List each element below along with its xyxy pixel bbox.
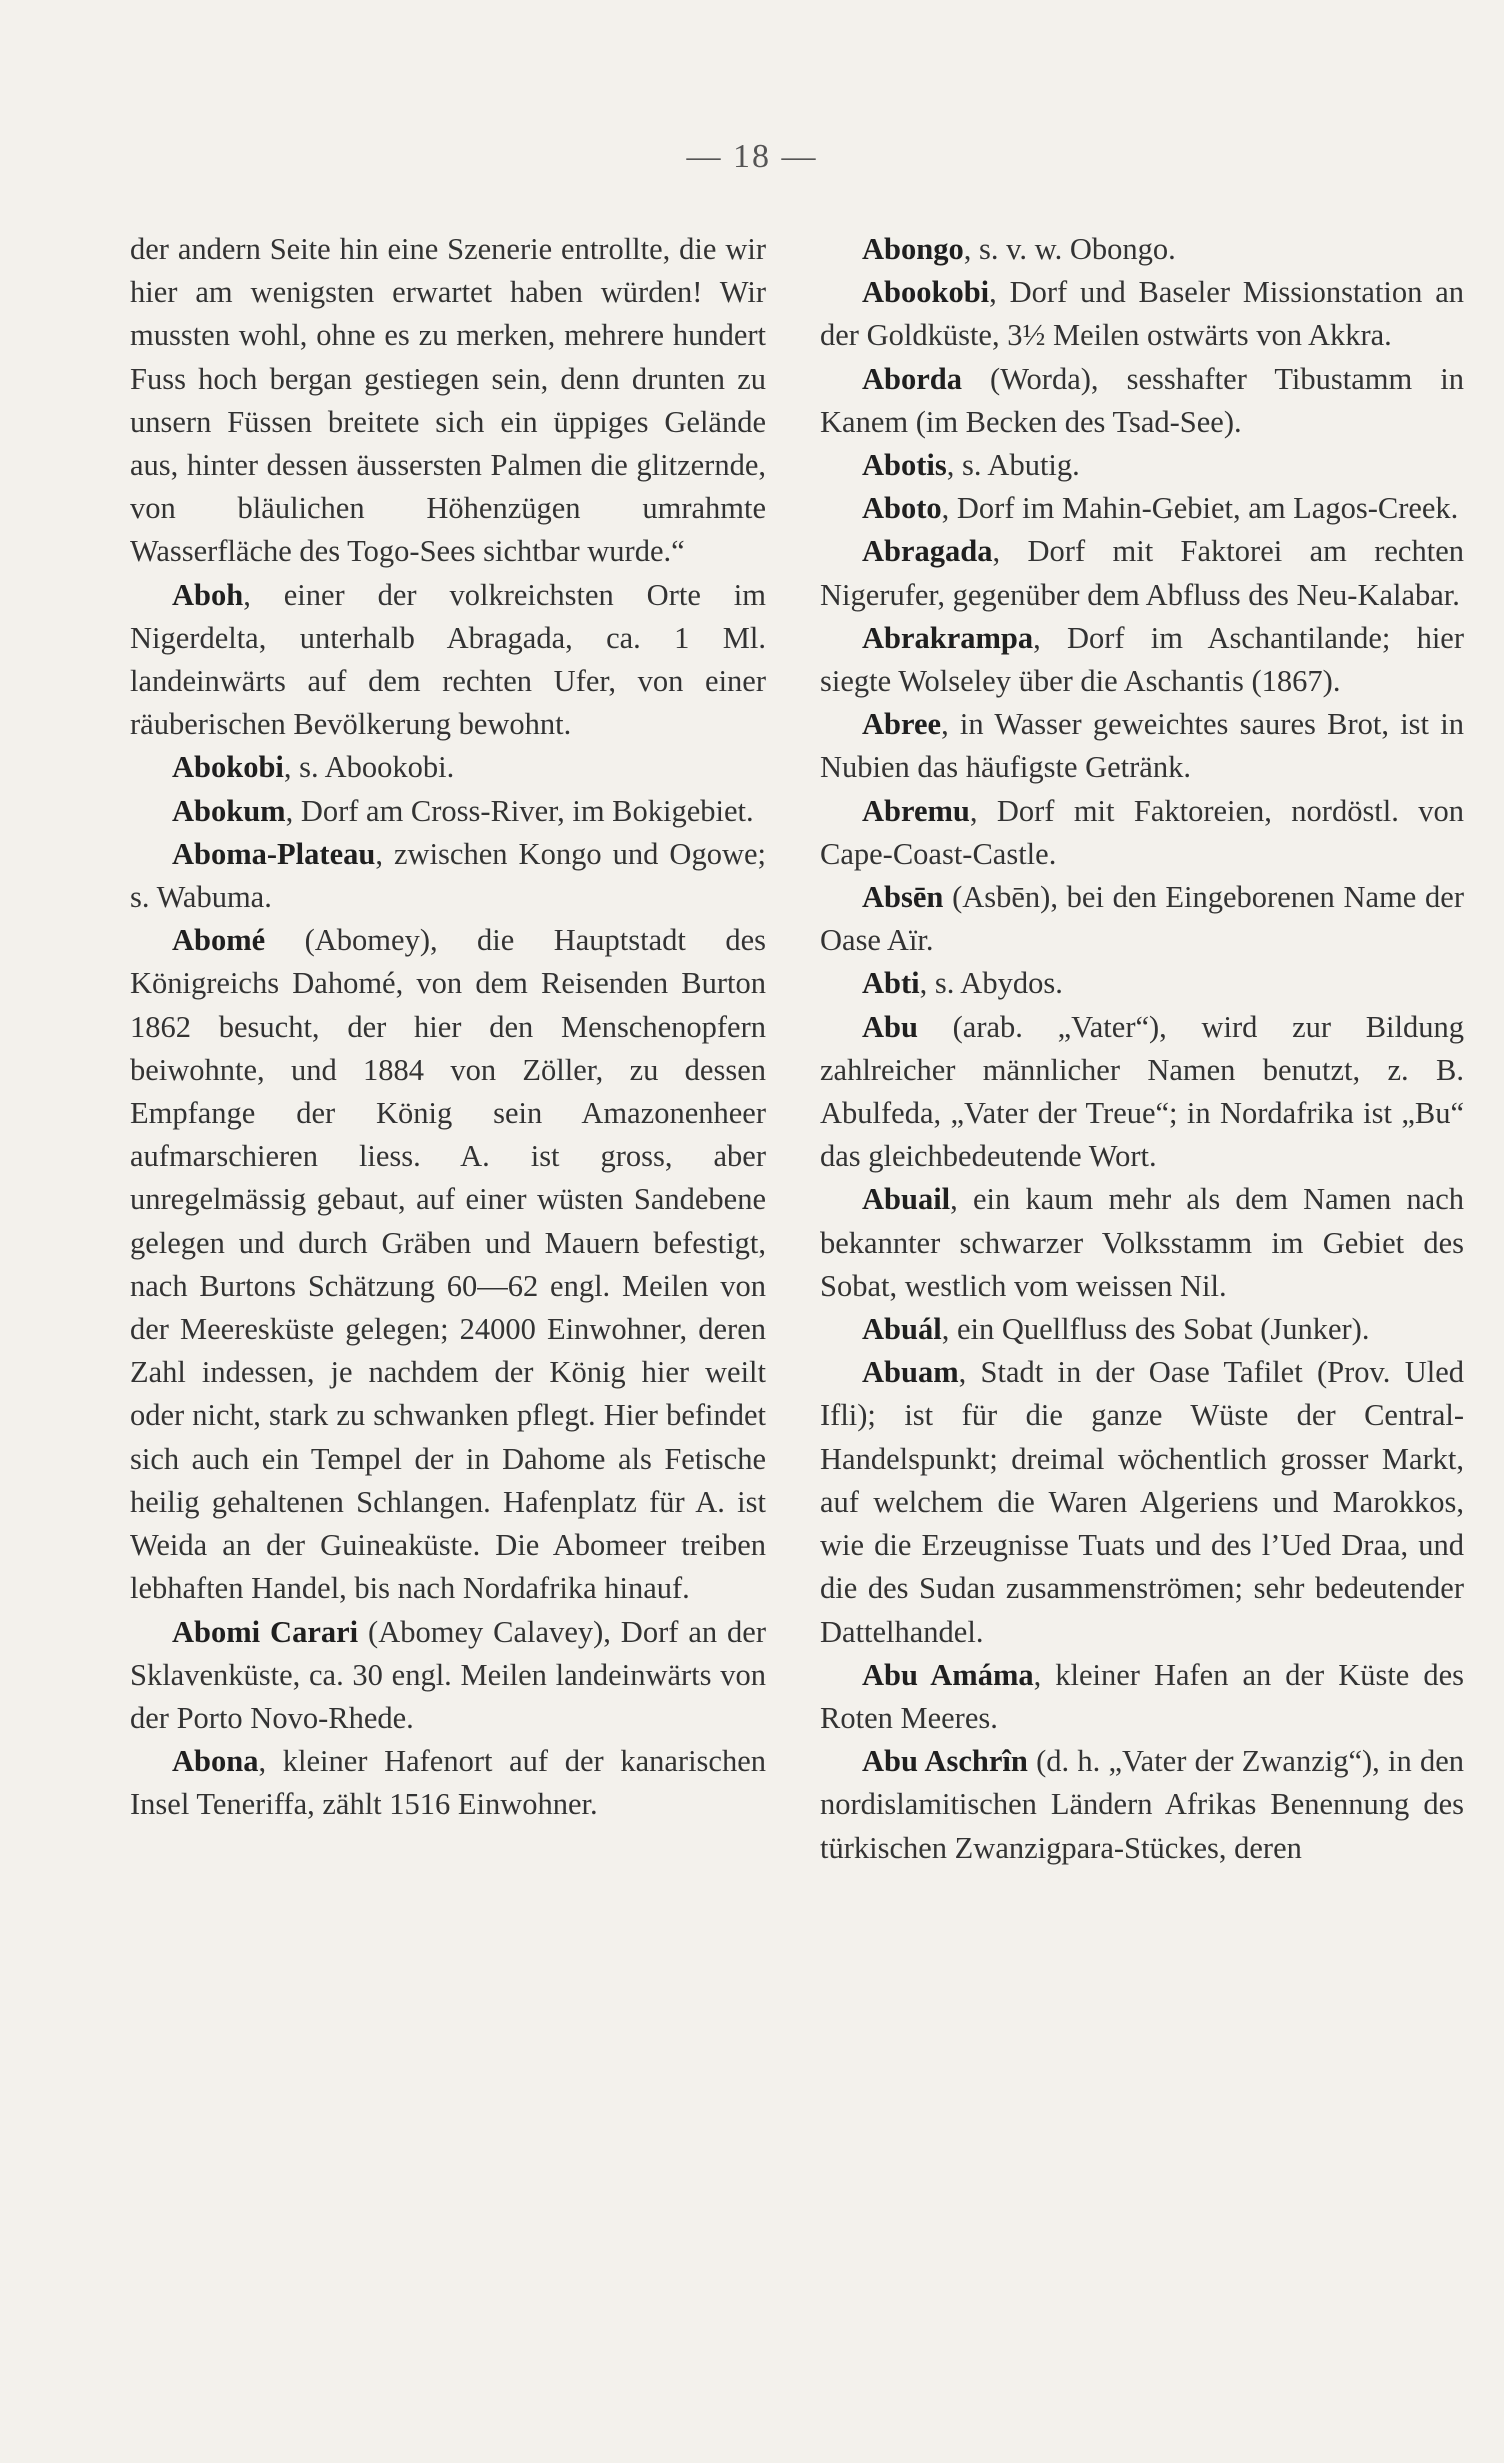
entry-text: , kleiner Hafen an der Küste des Roten Meeres. (820, 1657, 1465, 1735)
entry (820, 790, 1464, 876)
entry (130, 919, 766, 1610)
entry (820, 271, 1464, 357)
entry-text: , s. Abydos. (919, 966, 1063, 1001)
entry (820, 1740, 1464, 1870)
entry-headword: Abomé (172, 923, 266, 958)
right-column (820, 228, 1464, 1870)
entry (820, 228, 1464, 271)
entry-headword: Aboto (862, 491, 942, 526)
entry (820, 358, 1464, 444)
entry-headword: Abu Amáma (862, 1657, 1034, 1692)
entry (820, 1178, 1464, 1308)
entry (820, 1006, 1464, 1179)
entry-text: (Asbēn), bei den Eingeborenen Name der Oase Aïr. (820, 880, 1464, 958)
entry-headword: Abokobi (172, 750, 284, 785)
entry (820, 487, 1464, 530)
entry-text: (Worda), sesshafter Tibustamm in Kanem (im Becken des Tsad-See). (820, 361, 1464, 439)
entry-text: , Stadt in der Oase Tafilet (Prov. Uled Ifli); ist für die ganze Wüste der Central-Handelspunkt; dreimal wöchentlich grosser Markt, auf welchem die Waren Algeriens und Marokkos, wie die Erzeugnisse Tuats und des l’Ued Draa, und die des Sudan zusammenströmen; sehr bedeutender Dattelhandel. (820, 1355, 1464, 1649)
entry-headword: Absēn (862, 880, 944, 915)
entry-text: (d. h. „Vater der Zwanzig“), in den nordislamitischen Ländern Afrikas Benennung des türkischen Zwanzigpara-Stückes, deren (820, 1744, 1464, 1865)
entry-text: , Dorf und Baseler Missionstation an der Goldküste, 3½ Meilen ostwärts von Akkra. (820, 275, 1464, 353)
entry-headword: Abree (862, 707, 942, 742)
entry-headword: Abrakrampa (862, 620, 1034, 655)
entry-headword: Abremu (862, 793, 970, 828)
entry-headword: Aboma-Plateau (172, 836, 376, 871)
entry (130, 1740, 766, 1826)
entry-text: , s. Abutig. (946, 448, 1080, 483)
entry-headword: Abu (862, 1009, 918, 1044)
entry (820, 1308, 1464, 1351)
entry-text: , kleiner Hafenort auf der kanarischen Insel Teneriffa, zählt 1516 Einwohner. (130, 1744, 766, 1822)
entry-text: , zwischen Kongo und Ogowe; s. Wabuma. (130, 836, 766, 915)
entry-text: (arab. „Vater“), wird zur Bildung zahlreicher männlicher Namen benutzt, z. B. Abulfeda, „Vater der Treue“; in Nordafrika ist „Bu“ das gleichbedeutende Wort. (820, 1009, 1464, 1174)
entry-text: , in Wasser geweichtes saures Brot, ist in Nubien das häufigste Getränk. (820, 707, 1464, 785)
entry (820, 444, 1464, 487)
entry-text: , ein kaum mehr als dem Namen nach bekannter schwarzer Volksstamm im Gebiet des Sobat, westlich vom weissen Nil. (820, 1182, 1464, 1303)
entry-text: , Dorf am Cross-River, im Bokigebiet. (285, 793, 754, 828)
entry (820, 1654, 1464, 1740)
entry (820, 962, 1464, 1005)
entry-text: , Dorf mit Faktoreien, nordöstl. von Cape-Coast-Castle. (820, 793, 1464, 871)
left-column (130, 228, 766, 1827)
entry-headword: Abookobi (862, 275, 990, 310)
entry-headword: Abragada (862, 534, 993, 569)
entry-continuation (130, 228, 766, 574)
entry (130, 1611, 766, 1741)
entry (130, 574, 766, 747)
entry-text: , Dorf im Mahin-Gebiet, am Lagos-Creek. (941, 491, 1459, 526)
entry-text: (Abomey), die Hauptstadt des Königreichs Dahomé, von dem Reisenden Burton 1862 besucht, der hier den Menschenopfern beiwohnte, und 1884 von Zöller, zu dessen Empfange der König sein Amazonenheer aufmarschieren liess. A. ist gross, aber unregelmässig gebaut, auf einer wüsten Sandebene gelegen und durch Gräben und Mauern befestigt, nach Burtons Schätzung 60—62 engl. Meilen von der Meeresküste gelegen; 24000 Einwohner, deren Zahl indessen, je nachdem der König hier weilt oder nicht, stark zu schwanken pflegt. Hier befindet sich auch ein Tempel der in Dahome als Fetische heilig gehaltenen Schlangen. Hafenplatz für A. ist Weida an der Guineaküste. Die Abomeer treiben lebhaften Handel, bis nach Nordafrika hinauf. (130, 923, 766, 1606)
entry-headword: Abomi Carari (172, 1614, 359, 1649)
entry-headword: Aborda (862, 361, 962, 396)
page-number: — 18 — (686, 138, 818, 175)
entry-text: , s. Abookobi. (283, 750, 455, 785)
entry-text: , einer der volkreichsten Orte im Nigerdelta, unterhalb Abragada, ca. 1 Ml. landeinwärts auf dem rechten Ufer, von einer räuberischen Bevölkerung bewohnt. (130, 577, 766, 742)
entry (820, 876, 1464, 962)
entry (820, 530, 1464, 616)
entry-headword: Abuál (862, 1312, 942, 1347)
entry-headword: Abuam (862, 1355, 959, 1390)
entry (130, 833, 766, 919)
entry-text: , s. v. w. Obongo. (963, 232, 1176, 266)
entry-headword: Abona (172, 1744, 259, 1779)
entry-headword: Abu Aschrîn (862, 1744, 1028, 1779)
entry-text: , Dorf mit Faktorei am rechten Nigerufer, gegenüber dem Abfluss des Neu-Kalabar. (820, 534, 1464, 612)
entry (820, 1351, 1464, 1653)
entry (130, 790, 766, 833)
entry-text: der andern Seite hin eine Szenerie entrollte, die wir hier am wenigsten erwartet haben würden! Wir mussten wohl, ohne es zu merken, mehrere hundert Fuss hoch bergan gestiegen sein, denn drunten zu unsern Füssen breitete sich ein üppiges Gelände aus, hinter dessen äussersten Palmen die glitzernde, von bläulichen Höhenzügen umrahmte Wasserfläche des Togo-Sees sichtbar wurde.“ (130, 232, 766, 569)
entry-headword: Abokum (172, 793, 286, 828)
entry (820, 703, 1464, 789)
entry-headword: Abti (862, 966, 920, 1001)
entry (130, 746, 766, 789)
entry-text: (Abomey Calavey), Dorf an der Sklavenküste, ca. 30 engl. Meilen landeinwärts von der Porto Novo-Rhede. (130, 1614, 766, 1735)
entry-text: , Dorf im Aschantilande; hier siegte Wolseley über die Aschantis (1867). (820, 620, 1464, 699)
entry (820, 617, 1464, 703)
entry-headword: Abuail (862, 1182, 951, 1217)
entry-headword: Aboh (172, 577, 244, 612)
entry-text: , ein Quellfluss des Sobat (Junker). (941, 1312, 1370, 1347)
entry-headword: Abongo (862, 232, 964, 266)
entry-headword: Abotis (862, 448, 947, 483)
